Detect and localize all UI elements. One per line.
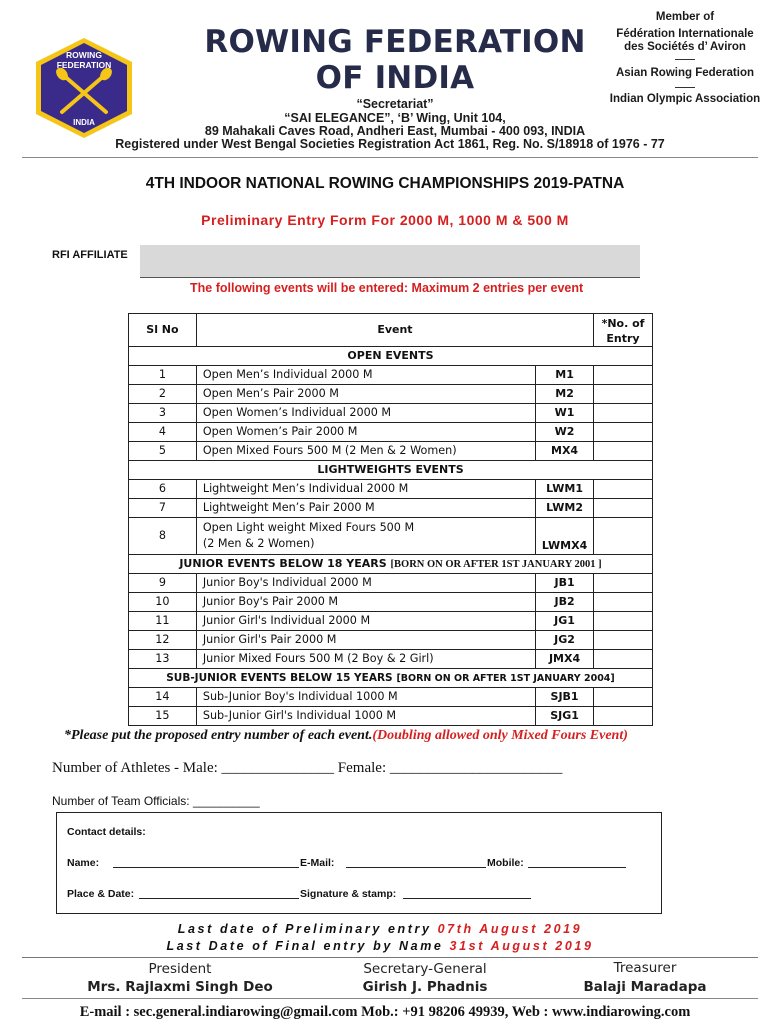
footer-contact: E-mail : sec.general.indiarowing@gmail.com Mob.: +91 98206 49939, Web : www.indiarowing.com — [79, 1004, 691, 1020]
section-open-row — [129, 347, 653, 366]
row-code: JMX4 — [536, 650, 594, 669]
row-code: JG2 — [536, 631, 594, 650]
table-row — [129, 707, 653, 726]
president-name: Mrs. Rajlaxmi Singh Deo — [87, 979, 273, 995]
row-number: 11 — [129, 612, 197, 631]
entry-cell[interactable] — [594, 480, 653, 499]
championship-title: 4TH INDOOR NATIONAL ROWING CHAMPIONSHIPS 2019-PATNA — [145, 175, 625, 192]
section-heading — [129, 555, 653, 574]
preliminary-date: 07th August 2019 — [437, 922, 583, 936]
entry-cell[interactable] — [594, 404, 653, 423]
row-event: Junior Girl's Pair 2000 M — [196, 631, 535, 650]
row-event: Open Women’s Pair 2000 M — [196, 423, 535, 442]
affiliate-input[interactable] — [140, 245, 640, 278]
logo-text-india: INDIA — [73, 118, 95, 127]
row-event-line2: (2 Men & 2 Women) — [202, 537, 315, 550]
lightweight-events — [129, 480, 653, 518]
member-of-label: Member of — [655, 11, 715, 23]
entry-cell[interactable] — [594, 574, 653, 593]
row-number: 13 — [129, 650, 197, 669]
row-event: Junior Mixed Fours 500 M (2 Boy & 2 Girl) — [196, 650, 535, 669]
row-number: 10 — [129, 593, 197, 612]
row-code: LWMX4 — [536, 518, 594, 555]
table-row — [129, 480, 653, 499]
row-code: JB2 — [536, 593, 594, 612]
org-title-line1: ROWING FEDERATION — [204, 24, 586, 60]
col-header-entry — [594, 314, 653, 347]
logo-text-federation: FEDERATION — [56, 60, 112, 70]
asian-federation: Asian Rowing Federation — [615, 67, 754, 79]
logo-text-rowing: ROWING — [66, 50, 102, 60]
section-light-row — [129, 461, 653, 480]
entry-cell[interactable] — [594, 366, 653, 385]
officials-count-field[interactable]: Number of Team Officials: __________ — [52, 794, 260, 808]
row-number: 15 — [129, 707, 197, 726]
president-role: President — [148, 961, 212, 977]
subjunior-heading: SUB-JUNIOR EVENTS BELOW 15 YEARS — [166, 671, 393, 684]
row-code: SJB1 — [536, 688, 594, 707]
row-number: 9 — [129, 574, 197, 593]
row-event: Open Women’s Individual 2000 M — [196, 404, 535, 423]
entry-cell[interactable] — [594, 423, 653, 442]
table-row — [129, 366, 653, 385]
secretary-role: Secretary-General — [363, 961, 487, 977]
entry-cell[interactable] — [594, 518, 653, 555]
row-event: Open Mixed Fours 500 M (2 Men & 2 Women) — [196, 442, 535, 461]
row-number: 8 — [129, 518, 197, 555]
table-row — [129, 385, 653, 404]
fisa-line2: des Sociétés d’ Aviron — [624, 41, 746, 53]
place-date-label: Place & Date: — [67, 888, 135, 900]
row-event: Sub-Junior Boy's Individual 1000 M — [196, 688, 535, 707]
table-row — [129, 442, 653, 461]
mobile-input[interactable] — [528, 857, 626, 871]
junior-heading: JUNIOR EVENTS BELOW 18 YEARS — [179, 556, 387, 570]
section-heading — [129, 669, 653, 688]
table-row — [129, 404, 653, 423]
contact-heading: Contact details: — [67, 826, 146, 838]
col-header-entry-line2: Entry — [606, 332, 640, 345]
table-row — [129, 650, 653, 669]
row-event-line1: Open Light weight Mixed Fours 500 M — [202, 521, 415, 534]
name-input[interactable] — [113, 857, 299, 871]
email-input[interactable] — [346, 857, 486, 871]
fisa-line1: Fédération Internationale — [616, 28, 754, 40]
entry-cell[interactable] — [594, 707, 653, 726]
table-row — [129, 593, 653, 612]
entry-cell[interactable] — [594, 593, 653, 612]
email-label: E-Mail: — [300, 857, 335, 869]
row-number: 3 — [129, 404, 197, 423]
divider — [675, 59, 695, 60]
preliminary-deadline-text: Last date of Preliminary entry — [177, 922, 438, 936]
entry-cell[interactable] — [594, 499, 653, 518]
row-code: JB1 — [536, 574, 594, 593]
open-events — [129, 366, 653, 461]
signature-input[interactable] — [403, 888, 531, 902]
row-event: Junior Girl's Individual 2000 M — [196, 612, 535, 631]
row-code: LWM1 — [536, 480, 594, 499]
row-event: Open Men’s Individual 2000 M — [196, 366, 535, 385]
entry-cell[interactable] — [594, 442, 653, 461]
treasurer-role: Treasurer — [613, 960, 677, 976]
table-header-row — [129, 314, 653, 347]
name-label: Name: — [67, 857, 100, 869]
section-junior-row — [129, 555, 653, 574]
row-number: 7 — [129, 499, 197, 518]
row-code: W1 — [536, 404, 594, 423]
section-subjunior-row — [129, 669, 653, 688]
row-number: 6 — [129, 480, 197, 499]
final-deadline — [150, 939, 610, 953]
subjunior-birth-note: [BORN ON OR AFTER 1ST JANUARY 2004] — [396, 672, 615, 684]
mobile-label: Mobile: — [487, 857, 524, 869]
preliminary-deadline — [150, 922, 610, 936]
row-number: 2 — [129, 385, 197, 404]
final-date: 31st August 2019 — [449, 939, 594, 953]
secretary-name: Girish J. Phadnis — [362, 979, 488, 995]
row-event: Junior Boy's Individual 2000 M — [196, 574, 535, 593]
junior-birth-note: [BORN ON OR AFTER 1ST JANUARY 2001 ] — [390, 558, 602, 570]
row-code: M2 — [536, 385, 594, 404]
row-number: 14 — [129, 688, 197, 707]
entry-instruction-text: *Please put the proposed entry number of each event. — [64, 728, 373, 743]
row-number: 4 — [129, 423, 197, 442]
address-line1: “SAI ELEGANCE”, ‘B’ Wing, Unit 104, — [284, 111, 506, 125]
row-code: JG1 — [536, 612, 594, 631]
entry-cell[interactable] — [594, 631, 653, 650]
row-code: SJG1 — [536, 707, 594, 726]
header-rule — [22, 157, 758, 158]
treasurer-name: Balaji Maradapa — [583, 979, 707, 995]
table-row — [129, 574, 653, 593]
affiliate-label: RFI AFFILIATE — [52, 249, 128, 261]
table-row — [129, 612, 653, 631]
signature-label: Signature & stamp: — [300, 888, 397, 900]
athletes-count-field[interactable]: Number of Athletes - Male: _______________ Female: _______________________ — [52, 760, 563, 776]
officers-rule — [22, 957, 758, 958]
olympic-association: Indian Olympic Association — [609, 93, 761, 105]
row-event: Lightweight Men’s Individual 2000 M — [196, 480, 535, 499]
row-code: W2 — [536, 423, 594, 442]
section-heading: OPEN EVENTS — [129, 347, 653, 366]
secretariat-label: “Secretariat” — [356, 97, 434, 111]
row-code: MX4 — [536, 442, 594, 461]
row-code: LWM2 — [536, 499, 594, 518]
registration-line: Registered under West Bengal Societies Registration Act 1861, Reg. No. S/18918 of 1976 - 77 — [115, 137, 665, 151]
org-title-line2: OF INDIA — [315, 60, 475, 96]
entry-cell[interactable] — [594, 688, 653, 707]
place-date-input[interactable] — [139, 888, 299, 902]
row-event: Open Men’s Pair 2000 M — [196, 385, 535, 404]
subjunior-events — [129, 688, 653, 726]
table-row — [129, 631, 653, 650]
junior-events — [129, 574, 653, 669]
contact-details-box — [56, 812, 662, 914]
row-event — [196, 518, 535, 555]
table-row — [129, 423, 653, 442]
entry-cell[interactable] — [594, 650, 653, 669]
col-header-event: Event — [196, 314, 593, 347]
row-number: 5 — [129, 442, 197, 461]
events-table — [128, 313, 653, 726]
section-heading: LIGHTWEIGHTS EVENTS — [129, 461, 653, 480]
col-header-slno: Sl No — [129, 314, 197, 347]
table-row — [129, 518, 653, 555]
entry-instruction — [64, 728, 628, 744]
divider — [675, 87, 695, 88]
row-number: 1 — [129, 366, 197, 385]
footer-rule — [22, 998, 758, 999]
row-event: Lightweight Men’s Pair 2000 M — [196, 499, 535, 518]
table-row — [129, 688, 653, 707]
doubling-note: (Doubling allowed only Mixed Fours Event) — [372, 728, 628, 743]
table-row — [129, 499, 653, 518]
events-note: The following events will be entered: Maximum 2 entries per event — [190, 281, 584, 295]
form-subtitle: Preliminary Entry Form For 2000 M, 1000 M & 500 M — [201, 212, 569, 228]
final-deadline-text: Last Date of Final entry by Name — [166, 939, 450, 953]
entry-cell[interactable] — [594, 385, 653, 404]
row-code: M1 — [536, 366, 594, 385]
entry-cell[interactable] — [594, 612, 653, 631]
address-line2: 89 Mahakali Caves Road, Andheri East, Mumbai - 400 093, INDIA — [204, 124, 586, 138]
row-event: Junior Boy's Pair 2000 M — [196, 593, 535, 612]
row-event: Sub-Junior Girl's Individual 1000 M — [196, 707, 535, 726]
row-number: 12 — [129, 631, 197, 650]
col-header-entry-line1: *No. of — [601, 317, 645, 330]
